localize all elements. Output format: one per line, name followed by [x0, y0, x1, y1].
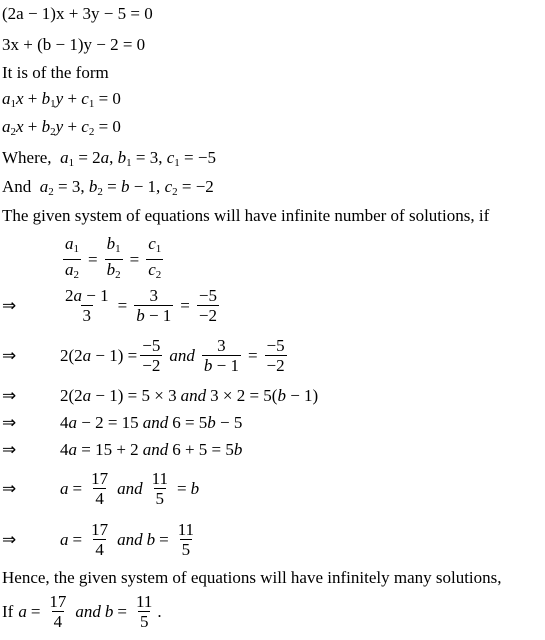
- implies-arrow: ⇒: [2, 530, 17, 550]
- equation-1: (2a − 1)x + 3y − 5 = 0: [2, 4, 153, 23]
- step-6: ⇒ a = $\frac{17}{4}$ and $\frac{11}{5}$ = b: [2, 469, 200, 508]
- conclusion-text: Hence, the given system of equations will have infinitely many solutions,: [2, 568, 502, 587]
- step-7: ⇒ a = $\frac{17}{4}$ and b = $\frac{11}{5}$: [2, 520, 195, 559]
- and-word: and: [75, 601, 101, 621]
- and-label: And: [2, 177, 32, 196]
- implies-arrow: ⇒: [2, 386, 17, 406]
- step-4: ⇒ 4a − 2 = 15 and 6 = 5b − 5: [2, 413, 243, 433]
- implies-arrow: ⇒: [2, 346, 17, 366]
- step-2: ⇒ 2(2a − 1) = $\frac{-5}{-2}$ and $\frac{3}{b - 1}$ = $\frac{-5}{-2}$: [2, 336, 285, 375]
- form-text: It is of the form: [2, 63, 109, 82]
- and-word: and: [169, 345, 195, 365]
- general-form-1: $a_1x + b_1y + c_1 = 0$: [2, 89, 121, 110]
- condition-text: The given system of equations will have infinite number of solutions, if: [2, 206, 490, 225]
- step-3: ⇒ 2(2a − 1) = 5 × 3 and 3 × 2 = 5(b − 1): [2, 386, 319, 406]
- ratio-condition: $\frac{a_1}{a_2}$ = $\frac{b_1}{b_2}$ = $\frac{c_1}{c_2}$: [0, 232, 540, 278]
- and-word: and: [142, 413, 169, 432]
- step-1: ⇒ $\frac{2a - 1}{3}$ = $\frac{3}{b - 1}$ = $\frac{-5}{-2}$: [2, 286, 217, 325]
- and-word: and: [180, 386, 207, 405]
- if-label: If: [2, 601, 14, 621]
- general-form-2: $a_2x + b_2y + c_2 = 0$: [2, 117, 121, 138]
- implies-arrow: ⇒: [2, 296, 17, 316]
- and-line: And $a_2 = 3$, $b_2 = b - 1$, $c_2 = -2$: [2, 177, 214, 198]
- implies-arrow: ⇒: [2, 440, 17, 460]
- equation-2: 3x + (b − 1)y − 2 = 0: [2, 35, 146, 54]
- where-line: Where, $a_1 = 2a$, $b_1 = 3$, $c_1 = -5$: [2, 148, 216, 169]
- and-word: and: [117, 529, 143, 549]
- and-word: and: [117, 478, 143, 498]
- implies-arrow: ⇒: [2, 413, 17, 433]
- implies-arrow: ⇒: [2, 479, 17, 499]
- where-label: Where,: [2, 148, 52, 167]
- step-5: ⇒ 4a = 15 + 2 and 6 + 5 = 5b: [2, 440, 243, 460]
- and-word: and: [142, 440, 169, 459]
- conclusion-values: If a = $\frac{17}{4}$ and b = $\frac{11}{5}$ .: [2, 592, 162, 631]
